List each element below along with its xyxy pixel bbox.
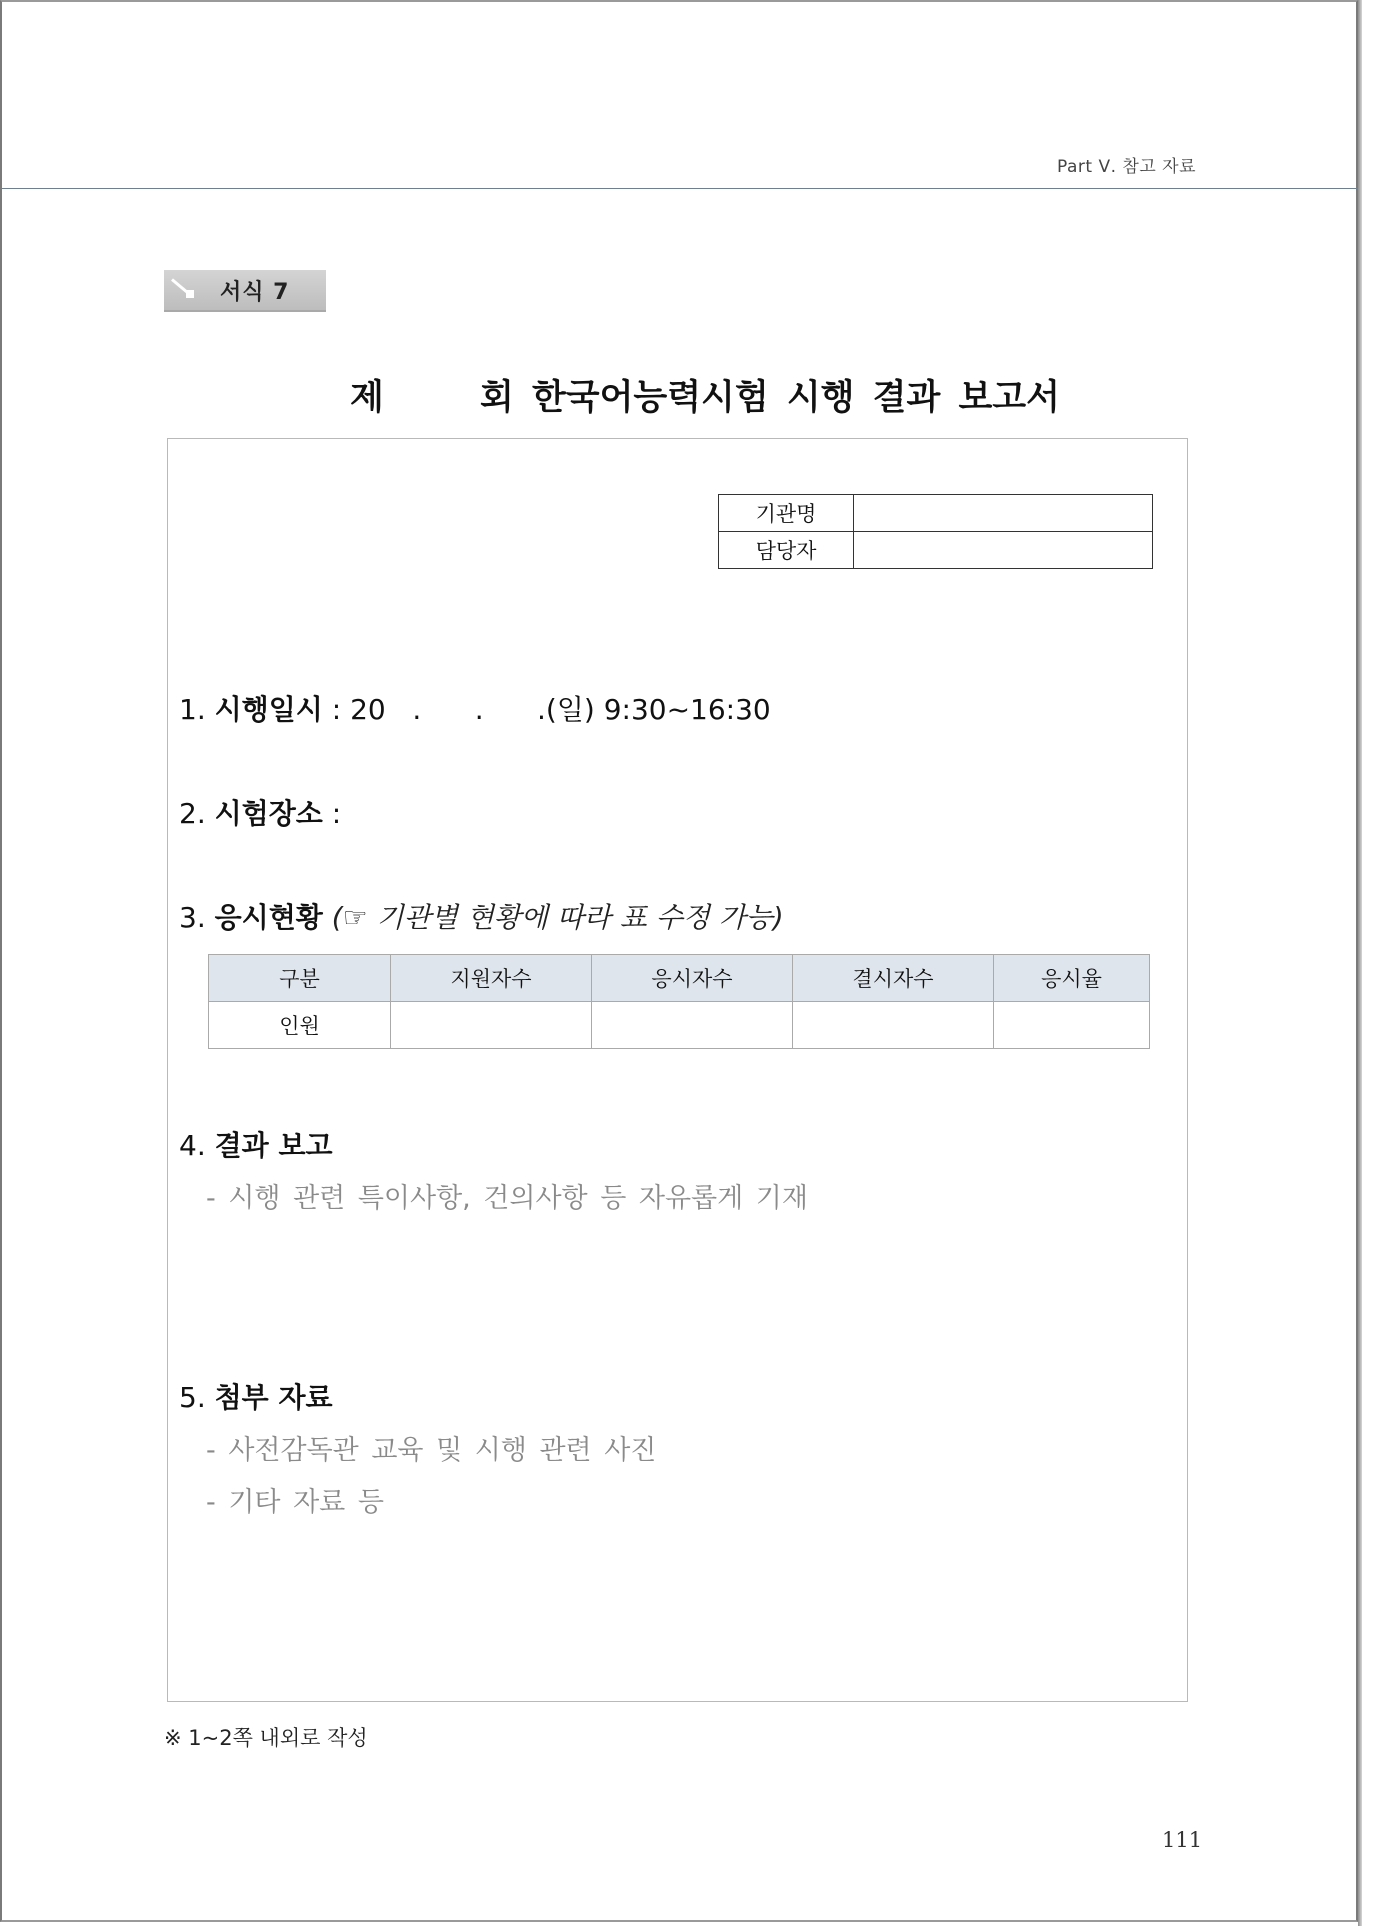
institution-label: 기관명 — [719, 495, 854, 532]
exam-date-text: 20 . . .(일) 9:30~16:30 — [350, 693, 771, 726]
section-colon: : — [331, 693, 342, 726]
institution-info-table — [718, 494, 1153, 569]
list-item: - 사전감독관 교육 및 시행 관련 사진 — [206, 1435, 657, 1466]
title-suffix: 회 한국어능력시험 시행 결과 보고서 — [480, 378, 1060, 418]
list-item: - 시행 관련 특이사항, 건의사항 등 자유롭게 기재 — [206, 1183, 808, 1214]
institution-value[interactable] — [854, 495, 1153, 532]
contact-label: 담당자 — [719, 532, 854, 569]
section-title: 첨부 자료 — [214, 1381, 333, 1414]
attendance-status-table — [208, 954, 1150, 1049]
title-prefix: 제 — [350, 378, 384, 418]
table-header-row — [209, 955, 1150, 1002]
section-1 — [179, 688, 771, 728]
section-title: 응시현황 — [214, 901, 323, 934]
section-title: 시험장소 — [214, 797, 323, 830]
column-header: 결시자수 — [793, 955, 994, 1002]
row-label: 인원 — [209, 1002, 391, 1049]
section-colon: : — [331, 797, 342, 830]
table-row — [719, 532, 1153, 569]
section-number: 1. — [179, 693, 206, 726]
footnote: ※ 1~2쪽 내외로 작성 — [164, 1726, 368, 1750]
section-number: 4. — [179, 1129, 206, 1162]
pencil-corner-icon — [164, 270, 204, 310]
section-5 — [179, 1376, 333, 1416]
table-row — [719, 495, 1153, 532]
applicants-cell[interactable] — [391, 1002, 592, 1049]
contact-value[interactable] — [854, 532, 1153, 569]
form-label-text: 서식 7 — [220, 279, 290, 305]
examinees-cell[interactable] — [592, 1002, 793, 1049]
column-header: 응시율 — [994, 955, 1150, 1002]
column-header: 구분 — [209, 955, 391, 1002]
header-rule — [2, 188, 1360, 189]
running-head: Part Ⅴ. 참고 자료 — [1057, 157, 1196, 177]
section-4 — [179, 1124, 333, 1164]
section-title: 시행일시 — [214, 693, 323, 726]
column-header: 지원자수 — [391, 955, 592, 1002]
section-note: (☞ 기관별 현황에 따라 표 수정 가능) — [331, 901, 784, 934]
section-title: 결과 보고 — [214, 1129, 333, 1162]
column-header: 응시자수 — [592, 955, 793, 1002]
table-row — [209, 1002, 1150, 1049]
list-item: - 기타 자료 등 — [206, 1487, 384, 1518]
section-number: 5. — [179, 1381, 206, 1414]
section-number: 2. — [179, 797, 206, 830]
page-number: 111 — [1162, 1828, 1203, 1852]
page-edge — [1362, 0, 1386, 1926]
form-label — [164, 270, 326, 312]
section-2 — [179, 792, 341, 832]
attendance-rate-cell[interactable] — [994, 1002, 1150, 1049]
section-3 — [179, 896, 784, 936]
section-number: 3. — [179, 901, 206, 934]
absentees-cell[interactable] — [793, 1002, 994, 1049]
